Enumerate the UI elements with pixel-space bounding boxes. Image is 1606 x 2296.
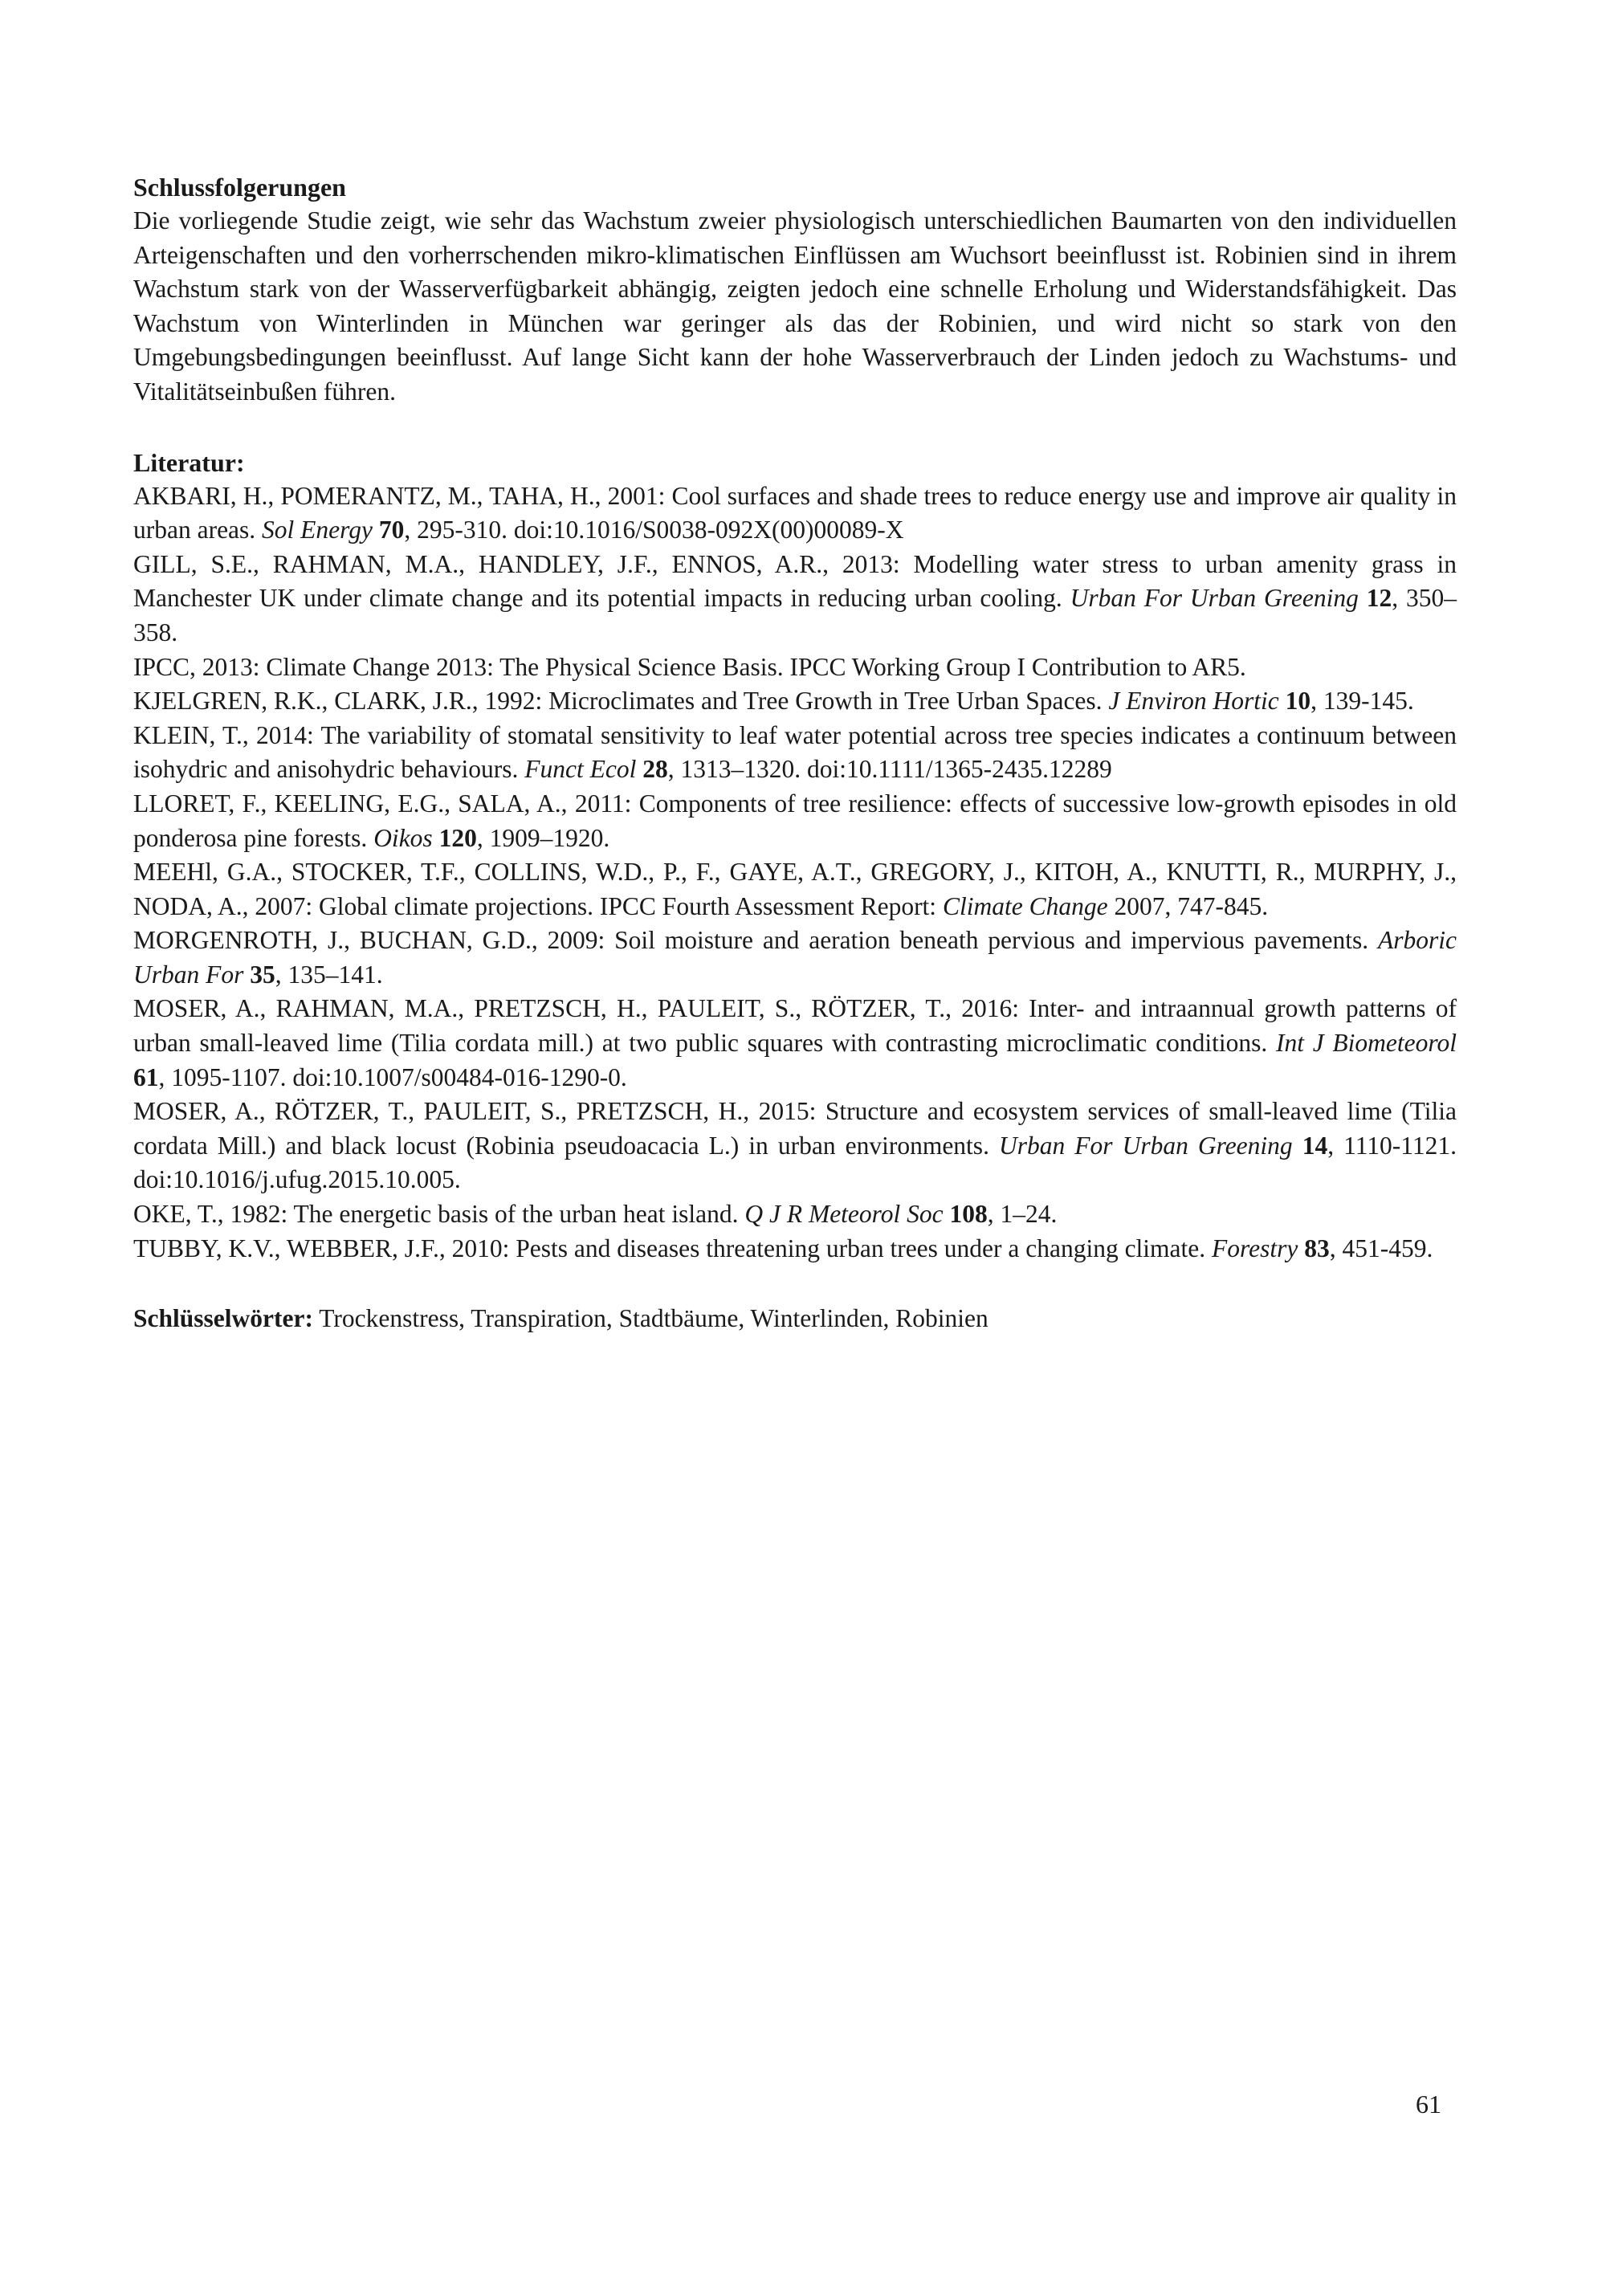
reference-journal: Urban For Urban Greening bbox=[1070, 584, 1359, 613]
reference-pages: , 451-459. bbox=[1329, 1234, 1433, 1262]
literature-heading: Literatur: bbox=[133, 447, 245, 477]
reference-text: TUBBY, K.V., WEBBER, J.F., 2010: Pests and diseases threatening urban trees under a changing climate. bbox=[133, 1234, 1213, 1262]
reference-pages: , 1–24. bbox=[987, 1200, 1058, 1229]
reference-item bbox=[133, 1095, 1457, 1197]
reference-volume: 108 bbox=[949, 1200, 988, 1229]
reference-item bbox=[133, 924, 1457, 992]
reference-volume: 83 bbox=[1304, 1234, 1330, 1262]
reference-journal: J Environ Hortic bbox=[1108, 687, 1279, 716]
reference-journal: Sol Energy bbox=[262, 516, 373, 544]
conclusions-heading: Schlussfolgerungen bbox=[133, 173, 346, 202]
conclusions-section bbox=[133, 170, 1457, 410]
reference-text: MORGENROTH, J., BUCHAN, G.D., 2009: Soil moisture and aeration beneath pervious and impervious pavements. bbox=[133, 926, 1378, 955]
reference-volume: 120 bbox=[438, 823, 477, 852]
reference-journal: Q J R Meteorol Soc bbox=[744, 1200, 944, 1229]
reference-volume: 61 bbox=[133, 1062, 159, 1091]
reference-item bbox=[133, 479, 1457, 548]
reference-item bbox=[133, 787, 1457, 855]
reference-text: KJELGREN, R.K., CLARK, J.R., 1992: Microclimates and Tree Growth in Tree Urban Spaces. bbox=[133, 687, 1109, 716]
reference-volume: 14 bbox=[1302, 1131, 1328, 1160]
reference-item bbox=[133, 548, 1457, 650]
keywords-label: Schlüsselwörter: bbox=[133, 1304, 313, 1333]
reference-item bbox=[133, 1232, 1457, 1266]
reference-item bbox=[133, 992, 1457, 1095]
reference-item bbox=[133, 650, 1457, 685]
reference-pages: , 1909–1920. bbox=[476, 823, 610, 852]
reference-text: OKE, T., 1982: The energetic basis of the urban heat island. bbox=[133, 1200, 745, 1229]
reference-pages: , 135–141. bbox=[275, 960, 383, 989]
reference-volume: 70 bbox=[378, 516, 405, 544]
reference-journal: Funct Ecol bbox=[524, 755, 637, 784]
reference-journal: Climate Change bbox=[942, 891, 1108, 920]
reference-text: IPCC, 2013: Climate Change 2013: The Physical Science Basis. IPCC Working Group I Contribution to AR5. bbox=[133, 652, 1246, 681]
reference-item bbox=[133, 1197, 1457, 1232]
reference-pages: , 350–358. bbox=[133, 584, 1457, 646]
conclusions-text: Die vorliegende Studie zeigt, wie sehr das Wachstum zweier physiologisch unterschiedlichen Baumarten von den individuellen Arteigenschaften und den vorherrschenden mikro-klimatischen Einflüssen am Wuchsort beeinflusst ist. Robinien sind in ihrem Wachstum stark von der Wasserverfügbarkeit abhängig, zeigten jedoch eine schnelle Erholung und Widerstandsfähigkeit. Das Wachstum von Winterlinden in München war geringer als das der Robinien, und wird nicht so stark von den Umgebungsbedingungen beeinflusst. Auf lange Sicht kann der hohe Wasserverbrauch der Linden jedoch zu Wachstums- und Vitalitätseinbußen führen. bbox=[133, 206, 1457, 406]
reference-list bbox=[133, 479, 1457, 1266]
keywords-line bbox=[133, 1302, 1457, 1336]
page-content bbox=[133, 170, 1457, 1336]
reference-item bbox=[133, 719, 1457, 787]
reference-journal: Int J Biometeorol bbox=[1275, 1029, 1457, 1058]
reference-item bbox=[133, 855, 1457, 924]
keywords-text: Trockenstress, Transpiration, Stadtbäume, Winterlinden, Robinien bbox=[319, 1304, 988, 1333]
reference-text: AKBARI, H., POMERANTZ, M., TAHA, H., 2001: Cool surfaces and shade trees to reduce energy use and improve air quality in urban areas. bbox=[133, 481, 1457, 544]
reference-text: KLEIN, T., 2014: The variability of stomatal sensitivity to leaf water potential across tree species indicates a continuum between isohydric and anisohydric behaviours. bbox=[133, 720, 1457, 784]
reference-journal: Forestry bbox=[1212, 1234, 1298, 1262]
reference-text: MEEHl, G.A., STOCKER, T.F., COLLINS, W.D., P., F., GAYE, A.T., GREGORY, J., KITOH, A., KNUTTI, R., MURPHY, J., NODA, A., 2007: Global climate projections. IPCC Fourth Assessment Report: bbox=[133, 858, 1457, 920]
reference-pages: 2007, 747-845. bbox=[1107, 891, 1269, 920]
reference-pages: , 1110-1121. doi:10.1016/j.ufug.2015.10.005. bbox=[133, 1131, 1457, 1194]
reference-journal: Oikos bbox=[373, 823, 433, 852]
reference-text: MOSER, A., RAHMAN, M.A., PRETZSCH, H., PAULEIT, S., RÖTZER, T., 2016: Inter- and intraannual growth patterns of urban small-leaved lime (Tilia cordata mill.) at two public squares with contrasting microclimatic conditions. bbox=[133, 994, 1457, 1058]
reference-volume: 12 bbox=[1366, 584, 1392, 613]
reference-pages: , 295-310. doi:10.1016/S0038-092X(00)00089-X bbox=[404, 516, 904, 544]
reference-volume: 10 bbox=[1285, 687, 1311, 716]
reference-text: GILL, S.E., RAHMAN, M.A., HANDLEY, J.F., ENNOS, A.R., 2013: Modelling water stress to urban amenity grass in Manchester UK under climate change and its potential impacts in reducing urban cooling. bbox=[133, 549, 1457, 613]
reference-text: MOSER, A., RÖTZER, T., PAULEIT, S., PRETZSCH, H., 2015: Structure and ecosystem services of small-leaved lime (Tilia cordata Mill.) and black locust (Robinia pseudoacacia L.) in urban environments. bbox=[133, 1097, 1457, 1160]
reference-pages: , 1313–1320. doi:10.1111/1365-2435.12289 bbox=[667, 755, 1112, 784]
reference-volume: 35 bbox=[250, 960, 275, 989]
reference-pages: , 139-145. bbox=[1310, 687, 1414, 716]
reference-journal: Arboric Urban For bbox=[133, 926, 1457, 989]
reference-volume: 28 bbox=[642, 755, 668, 784]
literature-section bbox=[133, 446, 1457, 1266]
reference-pages: , 1095-1107. doi:10.1007/s00484-016-1290-0. bbox=[158, 1062, 627, 1091]
reference-item bbox=[133, 684, 1457, 719]
reference-journal: Urban For Urban Greening bbox=[998, 1131, 1293, 1160]
reference-text: LLORET, F., KEELING, E.G., SALA, A., 2011: Components of tree resilience: effects of successive low-growth episodes in old ponderosa pine forests. bbox=[133, 789, 1457, 852]
page-number: 61 bbox=[1416, 2090, 1441, 2119]
